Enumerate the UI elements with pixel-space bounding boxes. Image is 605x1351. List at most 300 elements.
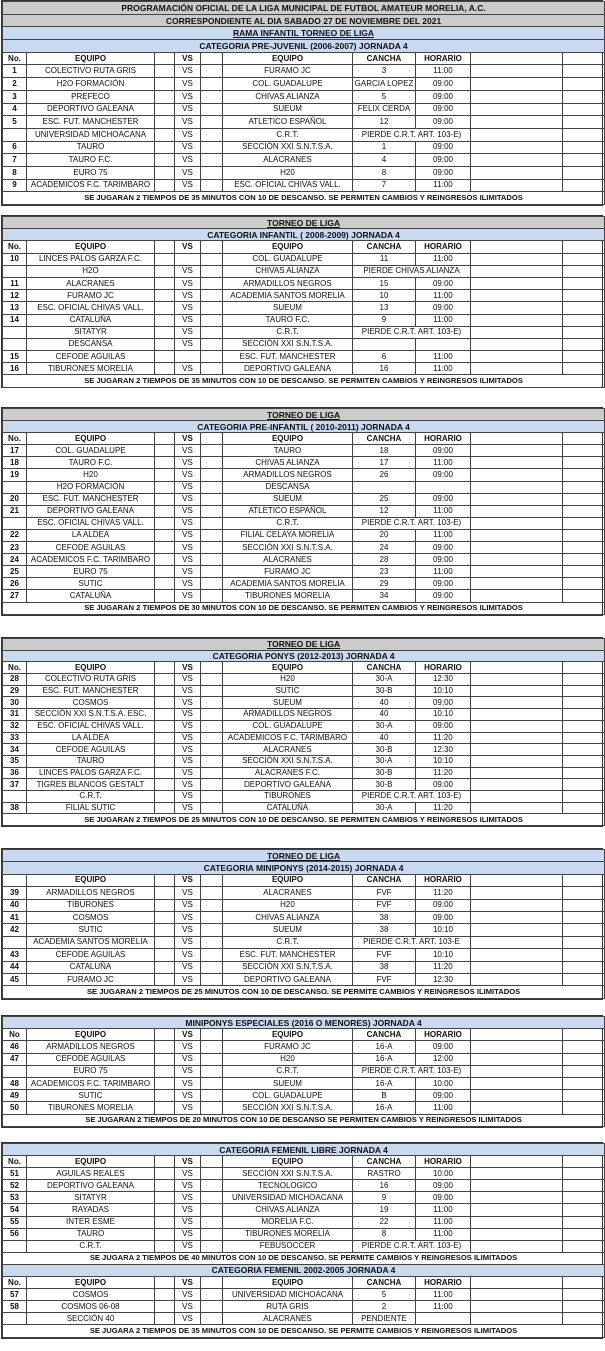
away-team: ARMADILLOS NEGROS <box>223 277 353 289</box>
home-team: TIBURONES MORELIA <box>27 1102 155 1114</box>
match-row <box>3 744 605 756</box>
col-blank <box>471 1192 563 1204</box>
cancha: 13 <box>353 302 416 314</box>
col-blank <box>201 302 223 314</box>
section-title-text: TORNEO DE LIGA <box>267 409 341 420</box>
col-header-equipo-home: EQUIPO <box>27 1029 155 1041</box>
col-blank <box>155 720 175 732</box>
col-blank <box>155 1090 175 1102</box>
col-header-equipo-home: EQUIPO <box>27 662 155 674</box>
match-number: 33 <box>3 732 27 744</box>
horario: 09:00 <box>416 141 471 154</box>
col-blank <box>563 662 605 674</box>
col-blank <box>471 697 563 709</box>
horario: 09:00 <box>416 697 471 709</box>
col-blank <box>201 1029 223 1041</box>
match-row <box>3 779 605 791</box>
schedule-section <box>1 1015 603 1128</box>
col-blank <box>471 1156 563 1168</box>
col-blank <box>563 290 605 302</box>
cancha <box>353 481 416 493</box>
rules-footer: SE JUGARAN 2 TIEMPOS DE 20 MINUTOS CON 10 DE DESCANSO SE PERMITEN CAMBIOS Y REINGRESOS ILIMITADOS <box>3 1114 605 1126</box>
col-blank <box>563 887 605 899</box>
cancha: 17 <box>353 457 416 469</box>
col-blank <box>201 326 223 338</box>
rules-footer: SE JUGARAN 2 TIEMPOS DE 25 MINUTOS CON 10 DE DESCANSO. SE PERMITE CAMBIOS Y REINGRESOS ILIMITADOS <box>3 986 605 998</box>
col-blank <box>471 338 563 350</box>
rules-footer: SE JUGARAN 2 TIEMPOS DE 35 MINUTOS CON 10 DE DESCANSO. SE PERMITEN CAMBIOS Y REINGRESOS ILIMITADOS <box>3 375 605 387</box>
col-blank <box>471 1301 563 1313</box>
section-title-text: CATEGORIA PRE-INFANTIL ( 2010-2011) JORNADA 4 <box>197 421 410 432</box>
cancha: 1 <box>353 141 416 154</box>
match-row <box>3 326 605 338</box>
vs-label: VS <box>175 1289 201 1301</box>
section-title <box>3 421 605 433</box>
col-blank <box>155 590 175 602</box>
match-number: 56 <box>3 1228 27 1240</box>
match-number: 57 <box>3 1289 27 1301</box>
cancha: 18 <box>353 445 416 457</box>
col-header-vs: VS <box>175 241 201 253</box>
match-number: 30 <box>3 697 27 709</box>
col-blank <box>155 1228 175 1240</box>
vs-label: VS <box>175 517 201 529</box>
cancha: RASTRO <box>353 1168 416 1180</box>
col-blank <box>201 90 223 103</box>
col-blank <box>201 1102 223 1114</box>
cancha <box>353 338 416 350</box>
away-team: RUTA GRIS <box>223 1301 353 1313</box>
horario: 11:20 <box>416 802 471 814</box>
schedule-table <box>2 1016 605 1127</box>
col-blank <box>201 802 223 814</box>
col-blank <box>201 1053 223 1065</box>
cancha: 22 <box>353 1216 416 1228</box>
col-blank <box>563 363 605 375</box>
match-number: 5 <box>3 116 27 129</box>
col-blank <box>563 1240 605 1252</box>
horario: 11:20 <box>416 961 471 973</box>
horario: 12:30 <box>416 973 471 985</box>
col-blank <box>471 433 563 445</box>
col-blank <box>155 241 175 253</box>
horario: 09:00 <box>416 911 471 923</box>
rules-footer-row <box>3 1114 605 1126</box>
away-team: C.R.T. <box>223 1065 353 1077</box>
away-team: TIBURONES MORELIA <box>223 1228 353 1240</box>
home-team: DEPORTIVO GALEANA <box>27 505 155 517</box>
home-team: LA ALDEA <box>27 732 155 744</box>
col-blank <box>201 1065 223 1077</box>
match-row <box>3 755 605 767</box>
result-note: PIERDE C.R.T. ART. 103-E) <box>353 1240 471 1252</box>
vs-label: VS <box>175 767 201 779</box>
col-blank <box>563 936 605 948</box>
home-team: RAYADAS <box>27 1204 155 1216</box>
col-blank <box>155 116 175 129</box>
horario: 11:00 <box>416 566 471 578</box>
match-row <box>3 1102 605 1114</box>
col-blank <box>471 755 563 767</box>
match-row <box>3 1216 605 1228</box>
cancha: 9 <box>353 1192 416 1204</box>
col-blank <box>155 351 175 363</box>
horario: 09:00 <box>416 1090 471 1102</box>
vs-label: VS <box>175 78 201 91</box>
match-number: 39 <box>3 887 27 899</box>
home-team: ESC. FUT. MANCHESTER <box>27 493 155 505</box>
col-blank <box>155 802 175 814</box>
match-number: 31 <box>3 709 27 721</box>
horario: 09:00 <box>416 1180 471 1192</box>
col-blank <box>471 802 563 814</box>
home-team: LINCES PALOS GARZA F.C. <box>27 767 155 779</box>
home-team: ARMADILLOS NEGROS <box>27 1041 155 1053</box>
section-title <box>3 2 605 15</box>
match-number: 19 <box>3 469 27 481</box>
match-number: 45 <box>3 973 27 985</box>
cancha: GARCIA LOPEZ <box>353 78 416 91</box>
col-blank <box>471 1240 563 1252</box>
match-number <box>3 1240 27 1252</box>
match-row <box>3 590 605 602</box>
col-blank <box>563 590 605 602</box>
match-row <box>3 887 605 899</box>
match-number: 52 <box>3 1180 27 1192</box>
col-blank <box>201 874 223 886</box>
col-blank <box>155 924 175 936</box>
col-blank <box>155 973 175 985</box>
cancha: 11 <box>353 253 416 265</box>
away-team: ESC. OFICIAL CHIVAS VALL. <box>223 179 353 192</box>
match-row <box>3 505 605 517</box>
cancha: 16-A <box>353 1053 416 1065</box>
rules-footer: SE JUGARAN 2 TIEMPOS DE 35 MINUTOS CON 10 DE DESCANSO. SE PERMITEN CAMBIOS Y REINGRESOS ILIMITADOS <box>3 192 605 205</box>
vs-label: VS <box>175 1204 201 1216</box>
col-blank <box>155 755 175 767</box>
col-blank <box>563 899 605 911</box>
away-team: C.R.T. <box>223 517 353 529</box>
home-team: H2O <box>27 265 155 277</box>
home-team: COLECTIVO RUTA GRIS <box>27 674 155 686</box>
cancha: 20 <box>353 529 416 541</box>
col-header-no: No. <box>3 52 27 65</box>
col-blank <box>201 887 223 899</box>
cancha: 40 <box>353 697 416 709</box>
col-blank <box>563 1065 605 1077</box>
home-team: SITATYR <box>27 1192 155 1204</box>
match-number: 23 <box>3 542 27 554</box>
match-number: 34 <box>3 744 27 756</box>
home-team: EURO 75 <box>27 166 155 179</box>
col-blank <box>201 744 223 756</box>
col-header-no: No <box>3 1029 27 1041</box>
vs-label: VS <box>175 1041 201 1053</box>
cancha: 3 <box>353 65 416 78</box>
section-title <box>3 409 605 421</box>
column-header-row <box>3 1156 605 1168</box>
col-blank <box>471 911 563 923</box>
horario: 09:00 <box>416 277 471 289</box>
col-blank <box>201 338 223 350</box>
section-title-text: CATEGORIA PONYS (2012-2013) JORNADA 4 <box>212 651 395 662</box>
result-note: PIERDE C.R.T. ART. 103-E) <box>353 790 471 802</box>
horario: 12:30 <box>416 674 471 686</box>
col-header-cancha: CANCHA <box>353 241 416 253</box>
schedule-section <box>1 848 603 1000</box>
away-team: ACADEMICOS F.C. TARIMBARO <box>223 732 353 744</box>
match-row <box>3 697 605 709</box>
horario: 11:00 <box>416 1301 471 1313</box>
horario: 09:00 <box>416 302 471 314</box>
horario: 10:10 <box>416 685 471 697</box>
section-title-row <box>3 639 605 651</box>
col-header-cancha: CANCHA <box>353 433 416 445</box>
away-team: DEPORTIVO GALEANA <box>223 973 353 985</box>
col-blank <box>201 445 223 457</box>
col-blank <box>563 351 605 363</box>
col-blank <box>201 517 223 529</box>
horario: 09:00 <box>416 166 471 179</box>
col-blank <box>155 78 175 91</box>
home-team: LINCES PALOS GARZA F.C. <box>27 253 155 265</box>
col-header-cancha: CANCHA <box>353 662 416 674</box>
away-team: H20 <box>223 1053 353 1065</box>
vs-label: VS <box>175 314 201 326</box>
col-blank <box>201 65 223 78</box>
vs-label: VS <box>175 505 201 517</box>
section-title <box>3 639 605 651</box>
column-header-row <box>3 1277 605 1289</box>
col-blank <box>201 697 223 709</box>
horario <box>416 1313 471 1325</box>
away-team: ALACRANES <box>223 154 353 167</box>
home-team: ESC. OFICIAL CHIVAS VALL. <box>27 302 155 314</box>
away-team: C.R.T. <box>223 326 353 338</box>
col-blank <box>201 154 223 167</box>
match-number: 58 <box>3 1301 27 1313</box>
col-blank <box>155 1077 175 1089</box>
match-row <box>3 128 605 141</box>
col-blank <box>201 314 223 326</box>
home-team: AGUILAS REALES <box>27 1168 155 1180</box>
col-blank <box>155 1277 175 1289</box>
col-blank <box>155 662 175 674</box>
match-number: 26 <box>3 578 27 590</box>
col-blank <box>201 1204 223 1216</box>
col-blank <box>201 578 223 590</box>
cancha: B <box>353 1090 416 1102</box>
col-blank <box>155 1029 175 1041</box>
match-row <box>3 973 605 985</box>
rules-footer-row <box>3 814 605 826</box>
match-row <box>3 1192 605 1204</box>
vs-label: VS <box>175 1065 201 1077</box>
col-blank <box>201 253 223 265</box>
col-blank <box>563 1277 605 1289</box>
col-blank <box>155 493 175 505</box>
away-team: ATLETICO ESPAÑOL <box>223 116 353 129</box>
vs-label: VS <box>175 1077 201 1089</box>
col-blank <box>155 314 175 326</box>
col-blank <box>155 566 175 578</box>
cancha: 16 <box>353 1180 416 1192</box>
away-team: UNIVERSIDAD MICHOACANA <box>223 1192 353 1204</box>
home-team: ESC. FUT. MANCHESTER <box>27 116 155 129</box>
horario: 09:00 <box>416 445 471 457</box>
away-team: SUEUM <box>223 924 353 936</box>
col-blank <box>155 911 175 923</box>
match-number: 41 <box>3 911 27 923</box>
vs-label: VS <box>175 899 201 911</box>
col-blank <box>201 179 223 192</box>
home-team: ACADEMICOS F.C. TARIMBARO <box>27 554 155 566</box>
away-team: DESCANSA <box>223 481 353 493</box>
home-team: CEFODE AGUILAS <box>27 949 155 961</box>
away-team: COL. GUADALUPE <box>223 720 353 732</box>
home-team: ESC. FUT. MANCHESTER <box>27 685 155 697</box>
home-team: TAURO F.C. <box>27 154 155 167</box>
col-blank <box>155 936 175 948</box>
match-number: 10 <box>3 253 27 265</box>
result-note: PIERDE C.R.T. ART. 103-E) <box>353 517 471 529</box>
section-title-row <box>3 650 605 662</box>
away-team: FURAMO JC <box>223 65 353 78</box>
col-blank <box>471 78 563 91</box>
col-blank <box>563 1041 605 1053</box>
cancha: 40 <box>353 732 416 744</box>
col-header-equipo-home: EQUIPO <box>27 1156 155 1168</box>
match-row <box>3 578 605 590</box>
horario: 11:00 <box>416 65 471 78</box>
match-row <box>3 338 605 350</box>
col-blank <box>155 529 175 541</box>
home-team: TIGRES BLANCOS GESTALT <box>27 779 155 791</box>
col-blank <box>201 52 223 65</box>
col-blank <box>201 481 223 493</box>
home-team: PREFECO <box>27 90 155 103</box>
horario: 11:00 <box>416 529 471 541</box>
match-row <box>3 314 605 326</box>
vs-label: VS <box>175 493 201 505</box>
match-row <box>3 961 605 973</box>
vs-label: VS <box>175 1240 201 1252</box>
horario: 09:00 <box>416 578 471 590</box>
col-blank <box>563 116 605 129</box>
schedule-section <box>1 215 603 388</box>
col-header-no: No. <box>3 662 27 674</box>
match-row <box>3 166 605 179</box>
col-blank <box>155 445 175 457</box>
col-blank <box>471 1102 563 1114</box>
col-blank <box>471 1313 563 1325</box>
col-header-no: No. <box>3 433 27 445</box>
horario: 10:00 <box>416 1077 471 1089</box>
col-header-equipo-home: EQUIPO <box>27 433 155 445</box>
schedule-table <box>2 216 605 388</box>
col-blank <box>201 973 223 985</box>
col-blank <box>155 277 175 289</box>
section-title-text: CATEGORIA FEMENIL LIBRE JORNADA 4 <box>219 1144 388 1155</box>
cancha: 34 <box>353 590 416 602</box>
match-row <box>3 481 605 493</box>
vs-label: VS <box>175 116 201 129</box>
col-blank <box>563 469 605 481</box>
home-team: FILIAL SUTIC <box>27 802 155 814</box>
match-number <box>3 1313 27 1325</box>
col-blank <box>155 302 175 314</box>
vs-label: VS <box>175 338 201 350</box>
col-blank <box>155 179 175 192</box>
home-team: TIBURONES <box>27 899 155 911</box>
section-title-row <box>3 27 605 40</box>
vs-label: VS <box>175 481 201 493</box>
col-blank <box>155 166 175 179</box>
rules-footer: SE JUGARA 2 TIEMPOS DE 40 MINUTOS CON 10 DE DESCANSO. SE PERMITE CAMBIOS Y REINGRESOS ILIMITADOS <box>3 1252 605 1264</box>
vs-label: VS <box>175 1192 201 1204</box>
home-team: LA ALDEA <box>27 529 155 541</box>
away-team: SECCIÓN XXI S.N.T.S.A. <box>223 141 353 154</box>
col-header-vs: VS <box>175 1156 201 1168</box>
col-blank <box>201 1228 223 1240</box>
section-title-row <box>3 862 605 874</box>
col-blank <box>201 554 223 566</box>
col-blank <box>471 314 563 326</box>
col-blank <box>563 141 605 154</box>
col-blank <box>155 1156 175 1168</box>
col-blank <box>563 1102 605 1114</box>
match-number: 47 <box>3 1053 27 1065</box>
horario: 09:00 <box>416 590 471 602</box>
away-team: COL. GUADALUPE <box>223 253 353 265</box>
section-title-row <box>3 40 605 53</box>
match-row <box>3 1090 605 1102</box>
match-number: 13 <box>3 302 27 314</box>
col-blank <box>201 1301 223 1313</box>
col-blank <box>201 363 223 375</box>
column-header-row <box>3 874 605 886</box>
home-team: SUTIC <box>27 924 155 936</box>
match-number: 43 <box>3 949 27 961</box>
vs-label: VS <box>175 578 201 590</box>
vs-label: VS <box>175 166 201 179</box>
result-note: PIERDE C.R.T. ART. 103-E <box>353 936 471 948</box>
horario: 09:00 <box>416 899 471 911</box>
col-blank <box>471 1277 563 1289</box>
home-team: TAURO <box>27 141 155 154</box>
col-blank <box>563 241 605 253</box>
cancha: 8 <box>353 166 416 179</box>
vs-label: VS <box>175 755 201 767</box>
match-number: 38 <box>3 802 27 814</box>
match-row <box>3 802 605 814</box>
match-number: 44 <box>3 961 27 973</box>
col-blank <box>201 457 223 469</box>
col-blank <box>471 481 563 493</box>
away-team: FURAMO JC <box>223 1041 353 1053</box>
match-number: 2 <box>3 78 27 91</box>
col-blank <box>563 314 605 326</box>
col-blank <box>155 949 175 961</box>
col-blank <box>471 65 563 78</box>
match-number: 12 <box>3 290 27 302</box>
col-blank <box>563 554 605 566</box>
section-title-row <box>3 229 605 241</box>
away-team: DEPORTIVO GALEANA <box>223 363 353 375</box>
cancha: FELIX CERDA <box>353 103 416 116</box>
section-title-text: RAMA INFANTIL TORNEO DE LIGA <box>233 28 375 39</box>
col-blank <box>563 493 605 505</box>
